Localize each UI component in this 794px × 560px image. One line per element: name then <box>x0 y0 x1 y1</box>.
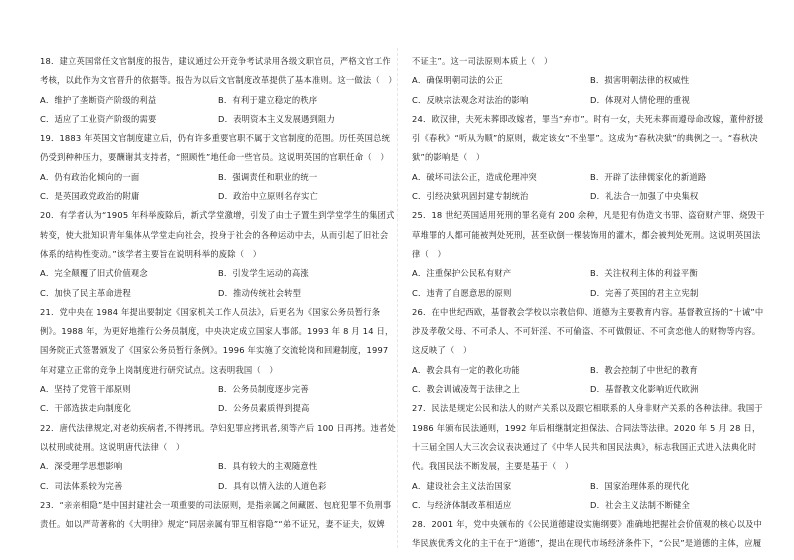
option-d: D．推动传统社会转型 <box>218 287 302 298</box>
options <box>40 91 396 130</box>
options <box>412 264 768 303</box>
question-stem: 25．18 世纪英国适用死刑的罪名竟有 200 余种，凡是犯有伪造文书罪、盗窃财产罪、烧毁干草堆罪的人都可能被判处死刑，甚至砍倒一棵装饰用的灌木，都会被判处死刑。这说明英国法律（ ） <box>412 210 765 259</box>
options <box>412 361 768 400</box>
question-stem: 18．建立英国常任文官制度的报告，建议通过公开竞争考试录用各级文职官员，严格文官工作考核，以此作为文官晋升的依据等。报告为以后文官制度改革提供了基本准则。这一做法（ ） <box>40 56 397 86</box>
option-b: B．开辟了法律儒家化的新道路 <box>590 171 707 182</box>
question-25 <box>412 206 768 302</box>
options <box>40 457 396 496</box>
left-column <box>40 52 396 534</box>
question-stem: 27．民法是规定公民和法人的财产关系以及跟它相联系的人身非财产关系的各种法律。我国于 1986 年颁布民法通则，1992 年后相继制定担保法、合同法等法律。2020 年 5 月 28 日，十三届全国人大三次会议表决通过了《中华人民共和国民法典》，标志我国正式进入法典化时代。我国民法不断发展，主要是基于（ ） <box>412 403 763 472</box>
option-b: B．引发学生运动的高涨 <box>218 268 309 279</box>
question-23-continued <box>412 52 768 110</box>
question-stem: 19．1883 年英国文官制度建立后，仍有许多重要官职不属于文官制度的范围。历任英国总统仍受到种种压力，要酬谢其支持者，“照顾性”地任命一些官员。这说明英国的官职任命（ ） <box>40 133 391 163</box>
option-b: B．具有较大的主观随意性 <box>218 461 318 472</box>
option-b: B．有利于建立稳定的秩序 <box>218 94 318 105</box>
option-d: D．具有以情入法的人道色彩 <box>218 480 327 491</box>
options <box>412 477 768 516</box>
option-a: A．破坏司法公正，造成伦理冲突 <box>412 171 537 182</box>
option-d: D．基督教文化影响近代欧洲 <box>590 384 699 395</box>
option-c: C．与经济体制改革相适应 <box>412 499 512 510</box>
question-23 <box>40 496 396 535</box>
right-column <box>412 52 768 554</box>
option-c: C．适应了工业资产阶级的需要 <box>40 113 157 124</box>
question-24 <box>412 110 768 206</box>
option-d: D．体现对人情伦理的重视 <box>590 94 691 105</box>
question-stem: 24．欧汉律，夫死未葬即改嫁者，罪当“弃市”。时有一女，夫死未葬而遵母命改嫁，董仲舒援引《春秋》“听从为顺”的原则，裁定该女“不坐罪”。这成为“春秋决狱”的典例之一。“春秋决狱”的影响是（ ） <box>412 113 764 163</box>
option-a: A．注重保护公民私有财产 <box>412 268 512 279</box>
question-stem: 26．在中世纪西欧，基督教会学校以宗教信仰、道德为主要教育内容。基督教宣扬的“十诫”中涉及孝敬父母、不可杀人、不可奸淫、不可偷盗、不可做假证、不可贪恋他人的财物等内容。这反映了（ ） <box>412 306 764 356</box>
option-b: B．公务员制度逐步完善 <box>218 384 309 395</box>
option-a: A．确保明朝司法的公正 <box>412 75 503 86</box>
option-c: C．加快了民主革命进程 <box>40 287 131 298</box>
option-a: A．仍有政治化倾向的一面 <box>40 171 140 182</box>
option-b: B．关注权利主体的利益平衡 <box>590 268 698 279</box>
option-a: A．坚持了党管干部原则 <box>40 384 131 395</box>
question-27 <box>412 399 768 515</box>
options <box>40 168 396 207</box>
option-d: D．完善了英国的君主立宪制 <box>590 287 699 298</box>
question-stem: 23．“亲亲相隐”是中国封建社会一项重要的司法原则，是指亲属之间藏匿、包庇犯罪不负刑事责任。如以严苛著称的《大明律》规定“同居亲属有罪互相容隐”“弟不证兄，妻不证夫，奴婢 <box>40 499 392 530</box>
option-c: C．教会训诫凌驾于法律之上 <box>412 384 520 395</box>
option-d: D．表明资本主义发展遇到阻力 <box>218 113 336 124</box>
option-b: B．强调责任和职业的统一 <box>218 171 318 182</box>
option-a: A．建设社会主义法治国家 <box>412 480 512 491</box>
column-divider <box>397 48 398 548</box>
question-28 <box>412 515 768 554</box>
option-d: D．礼法合一加强了中央集权 <box>590 191 699 202</box>
question-stem: 22．唐代法律规定,对老幼疾病者,不得拷讯。孕妇犯罪应拷讯者,须等产后 100 日再拷。违者处以杖刑或徒刑。这说明唐代法律（ ） <box>40 422 396 452</box>
options <box>412 168 768 207</box>
question-20 <box>40 206 396 302</box>
question-19 <box>40 129 396 206</box>
option-d: D．公务员素质得到提高 <box>218 403 310 414</box>
option-a: A．深受理学思想影响 <box>40 461 123 472</box>
option-c: C．干部选拔走向制度化 <box>40 403 131 414</box>
option-c: C．是英国政党政治的附庸 <box>40 191 140 202</box>
option-c: C．司法体系较为完善 <box>40 480 123 491</box>
option-a: A．教会具有一定的教化功能 <box>412 364 520 375</box>
options <box>40 380 396 419</box>
option-b: B．教会控制了中世纪的教育 <box>590 364 698 375</box>
option-a: A．完全颠覆了旧式价值观念 <box>40 268 148 279</box>
option-b: B．国家治理体系的现代化 <box>590 480 690 491</box>
options <box>40 264 396 303</box>
question-stem: 21．党中央在 1984 年提出要制定《国家机关工作人员法》，后更名为《国家公务员暂行条例》。1988 年，为更好地推行公务员制度，中央决定成立国家人事部。1993 年 8 月 14 日，国务院正式签署颁发了《国家公务员暂行条例》。1996 年实施了交流轮岗和回避制度，1997 年对建立正常的竞争上岗制度进行研究试点。这表明我国（ ） <box>40 306 394 375</box>
option-d: D．社会主义法制不断健全 <box>590 499 691 510</box>
question-22 <box>40 419 396 496</box>
question-26 <box>412 303 768 399</box>
option-c: C．引经决狱巩固封建专制统治 <box>412 191 529 202</box>
question-21 <box>40 303 396 419</box>
options <box>412 71 768 110</box>
option-c: C．违背了自愿意思的原则 <box>412 287 512 298</box>
option-d: D．政治中立原则名存实亡 <box>218 191 319 202</box>
option-b: B．损害明朝法律的权威性 <box>590 75 690 86</box>
option-c: C．反映宗法观念对法治的影响 <box>412 94 529 105</box>
question-stem: 28．2001 年，党中央颁布的《公民道德建设实施纲要》准确地把握社会价值观的核心以及中华民族优秀文化的主干在于“道德”，提出在现代市场经济条件下，“公民”是道德的主体，应履 <box>412 519 763 549</box>
option-a: A．维护了垄断资产阶级的利益 <box>40 94 157 105</box>
question-18 <box>40 52 396 129</box>
question-stem: 不证主”。这一司法原则本质上（ ） <box>412 56 553 66</box>
question-stem: 20．有学者认为“1905 年科举废除后，新式学堂激增，引发了由士子置生到学堂学生的集团式转变，使大批知识青年集体从学堂走向社会，投身于社会的各种运动中去，从而引起了旧社会体系的结构性变动。”该学者主要旨在说明科举的废除（ ） <box>40 210 395 259</box>
